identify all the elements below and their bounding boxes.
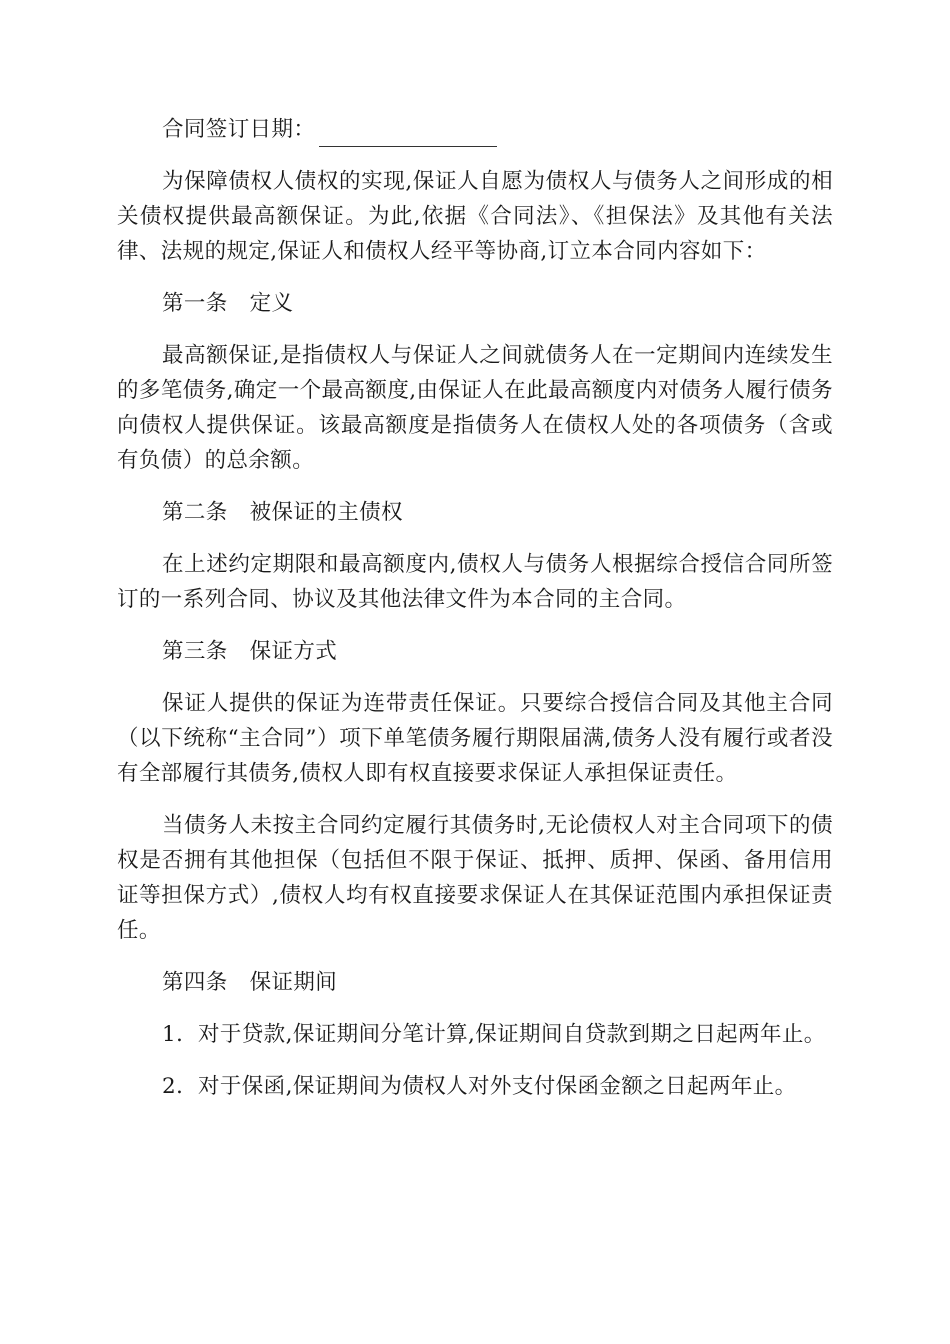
article-1-body: 最高额保证,是指债权人与保证人之间就债务人在一定期间内连续发生的多笔债务,确定一个最高额度,由保证人在此最高额度内对债务人履行债务向债权人提供保证。该最高额度是指债务人在债权人处的各项债务（含或有负债）的总余额。	[117, 343, 833, 473]
article-4-heading: 第四条 保证期间	[162, 970, 338, 995]
article-2-heading: 第二条 被保证的主债权	[162, 500, 403, 525]
contract-date-row	[117, 112, 833, 147]
article-4-item-1: 1．对于贷款,保证期间分笔计算,保证期间自贷款到期之日起两年止。	[162, 1022, 826, 1047]
document-page	[117, 112, 833, 1104]
article-3-body-2: 当债务人未按主合同约定履行其债务时,无论债权人对主合同项下的债权是否拥有其他担保（包括但不限于保证、抵押、质押、保函、备用信用证等担保方式）,债权人均有权直接要求保证人在其保证范围内承担保证责任。	[117, 813, 833, 943]
article-2-body: 在上述约定期限和最高额度内,债权人与债务人根据综合授信合同所签订的一系列合同、协议及其他法律文件为本合同的主合同。	[117, 552, 833, 612]
article-1-heading: 第一条 定义	[162, 291, 294, 316]
article-3-heading: 第三条 保证方式	[162, 639, 338, 664]
contract-date-label: 合同签订日期：	[162, 117, 316, 142]
article-4-item-2: 2．对于保函,保证期间为债权人对外支付保函金额之日起两年止。	[162, 1074, 797, 1099]
preamble-paragraph: 为保障债权人债权的实现,保证人自愿为债权人与债务人之间形成的相关债权提供最高额保证。为此,依据《合同法》、《担保法》及其他有关法律、法规的规定,保证人和债权人经平等协商,订立本合同内容如下：	[117, 169, 833, 264]
article-3-body-1: 保证人提供的保证为连带责任保证。只要综合授信合同及其他主合同（以下统称“主合同”）项下单笔债务履行期限届满,债务人没有履行或者没有全部履行其债务,债权人即有权直接要求保证人承担保证责任。	[117, 691, 833, 786]
contract-date-blank	[319, 126, 497, 147]
